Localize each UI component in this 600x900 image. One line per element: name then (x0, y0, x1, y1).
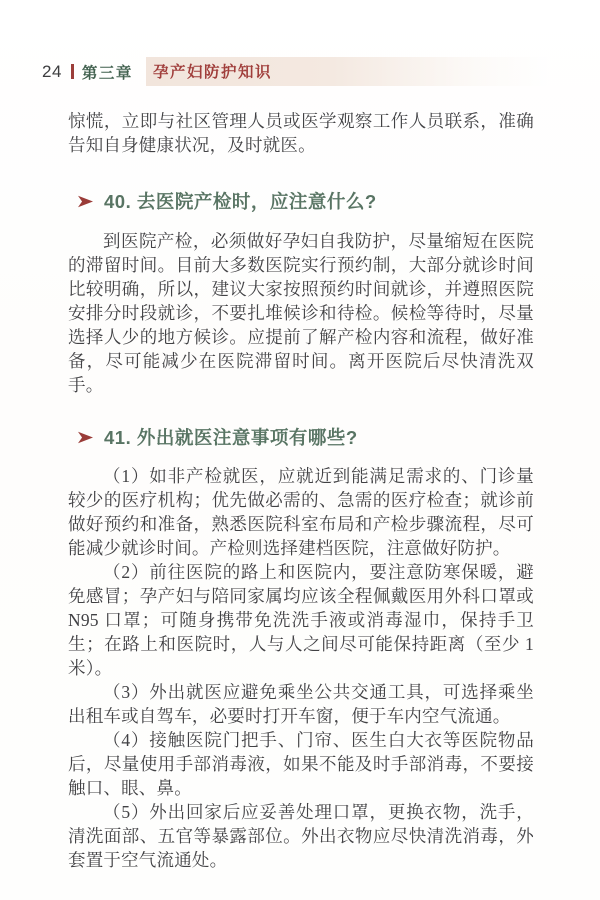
list-item-5: （5）外出回家后应妥善处理口罩，更换衣物，洗手，清洗面部、五官等暴露部位。外出衣物应尽快清洗消毒，外套置于空气流通处。 (68, 802, 534, 870)
list-item-4: （4）接触医院门把手、门帘、医生白大衣等医院物品后，尽量使用手部消毒液，如果不能及时手部消毒，不要接触口、眼、鼻。 (68, 730, 534, 798)
section-40-paragraph: 到医院产检，必须做好孕妇自我防护，尽量缩短在医院的滞留时间。目前大多数医院实行预约制，大部分就诊时间比较明确，所以，建议大家按照预约时间就诊，并遵照医院安排分时段就诊，不要扎堆候诊和待检。候检等待时，尽量选择人少的地方候诊。应提前了解产检内容和流程，做好准备，尽可能减少在医院滞留时间。离开医院后尽快清洗双手。 (68, 231, 534, 395)
chapter-title-highlight (146, 57, 562, 86)
header-divider-bar (71, 64, 74, 79)
section-41-heading-text: 41. 外出就医注意事项有哪些? (104, 427, 358, 448)
intro-paragraph: 惊慌，立即与社区管理人员或医学观察工作人员联系，准确告知自身健康状况，及时就医。 (68, 111, 534, 155)
chapter-title: 孕产妇防护知识 (152, 64, 272, 81)
triangle-arrow-icon (78, 195, 93, 208)
list-item-3: （3）外出就医应避免乘坐公共交通工具，可选择乘坐出租车或自驾车，必要时打开车窗，便于车内空气流通。 (68, 682, 534, 726)
chapter-label: 第三章 (81, 64, 133, 82)
section-40-heading-text: 40. 去医院产检时，应注意什么? (104, 191, 377, 212)
list-item-1: （1）如非产检就医，应就近到能满足需求的、门诊量较少的医疗机构；优先做必需的、急需的医疗检查；就诊前做好预约和准备，熟悉医院科室布局和产检步骤流程，尽可能减少就诊时间。产检则选择建档医院，注意做好防护。 (68, 466, 534, 558)
page-number: 24 (42, 61, 62, 81)
triangle-arrow-icon (78, 431, 93, 444)
list-item-2: （2）前往医院的路上和医院内，要注意防寒保暖，避免感冒；孕产妇与陪同家属均应该全程佩戴医用外科口罩或 N95 口罩；可随身携带免洗洗手液或消毒湿巾，保持手卫生；在路上和医院时，人与人之间尽可能保持距离（至少 1 米）。 (68, 562, 534, 678)
section-41-heading (78, 424, 560, 450)
page-header (42, 57, 562, 86)
section-40-heading (78, 188, 560, 214)
